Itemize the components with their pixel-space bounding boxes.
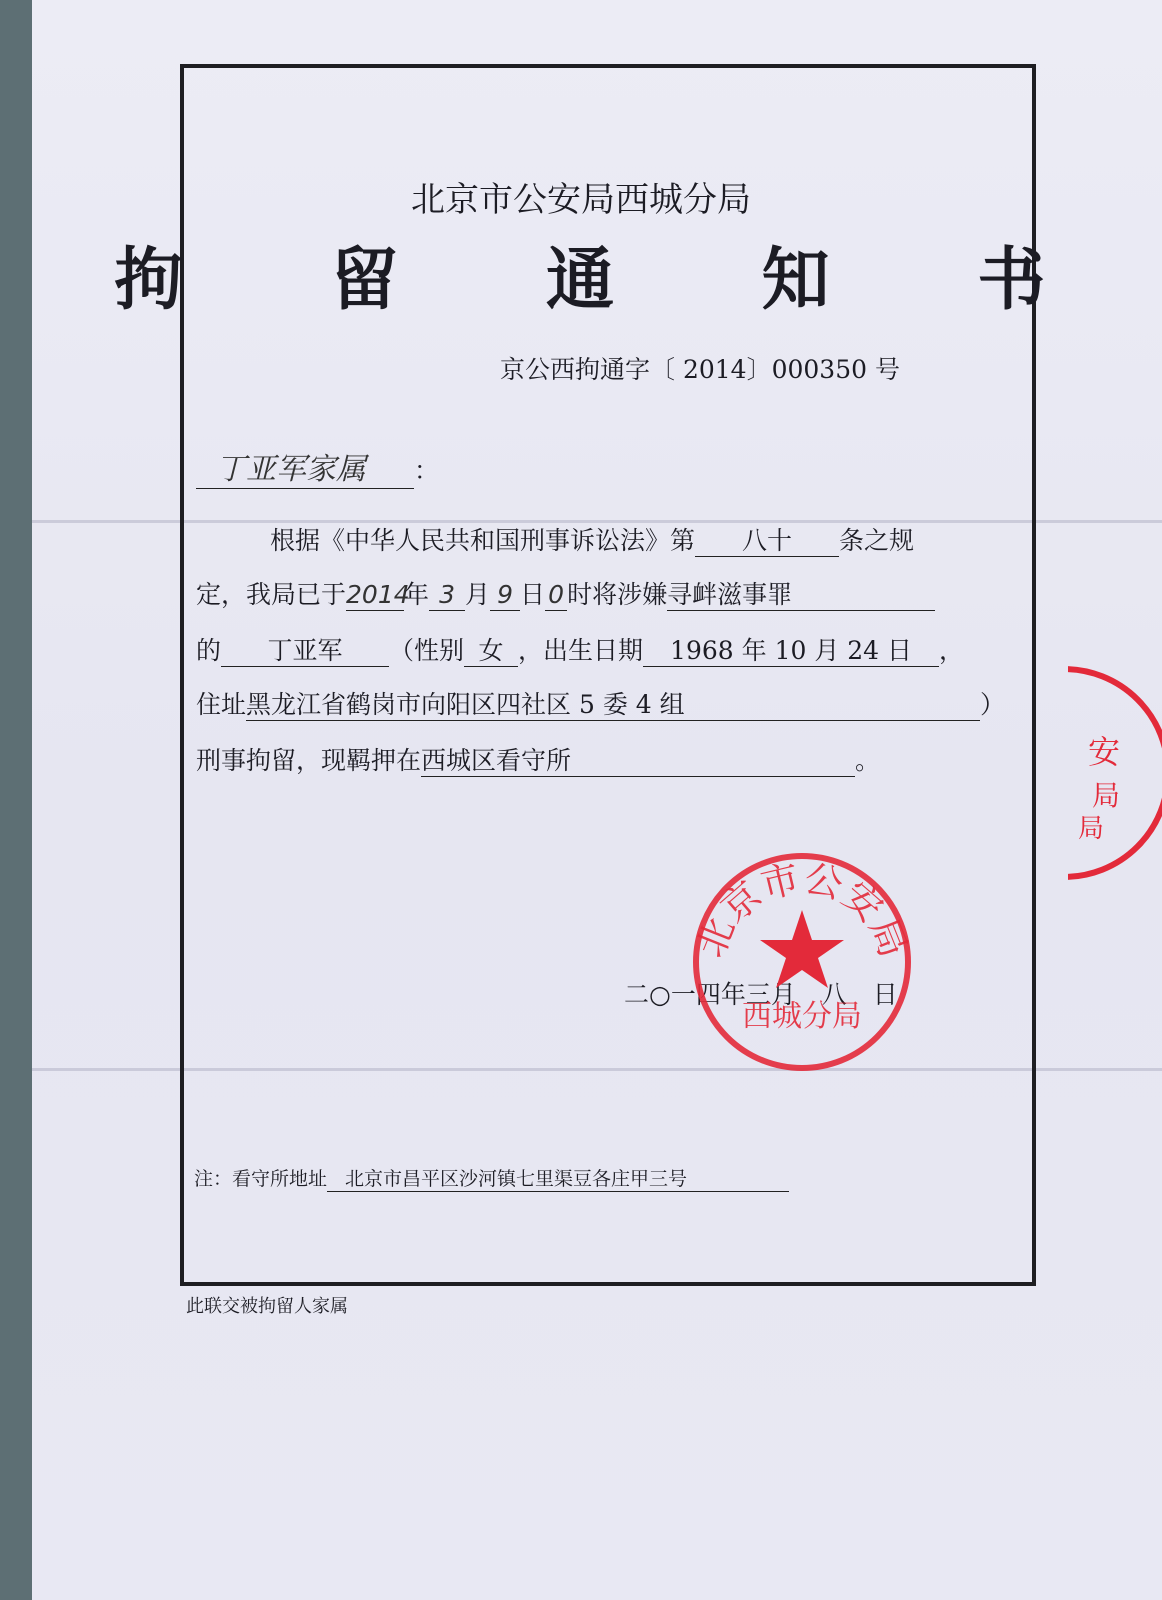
detention-center-address: 北京市昌平区沙河镇七里渠豆各庄甲三号 xyxy=(327,1164,789,1192)
issue-date: 二○一四年三月 八 日 xyxy=(624,980,898,1009)
detainee-address: 黑龙江省鹤岗市向阳区四社区 5 委 4 组 xyxy=(246,690,980,721)
addressee-line xyxy=(196,444,439,489)
custody-lead: 刑事拘留，现羁押在 xyxy=(196,746,422,775)
crime-charge: 寻衅滋事罪 xyxy=(667,580,935,611)
body-line-5 xyxy=(196,746,880,777)
year-handwritten: 2014 xyxy=(346,580,410,609)
partial-seal-char-2: 局 xyxy=(1092,779,1121,812)
copy-recipient-note: 此联交被拘留人家属 xyxy=(186,1296,348,1317)
official-seal xyxy=(688,848,916,1076)
month-unit: 月 xyxy=(465,580,491,609)
detainee-gender: 女 xyxy=(464,636,518,667)
detention-lead: 定，我局已于 xyxy=(196,580,347,609)
note-line xyxy=(194,1164,789,1192)
line-3-tail: ， xyxy=(939,636,965,665)
detention-center: 西城区看守所 xyxy=(421,746,855,777)
year-unit: 年 xyxy=(404,580,430,609)
partial-seal-char-3: 局 xyxy=(1078,814,1105,844)
law-reference: 根据《中华人民共和国刑事诉讼法》第 xyxy=(270,526,696,555)
partial-seal-char-1: 安 xyxy=(1088,733,1121,771)
body-line-4 xyxy=(196,690,1005,721)
note-label: 注：看守所地址 xyxy=(194,1168,328,1190)
addressee-colon: ： xyxy=(414,456,440,485)
dob-label: ，出生日期 xyxy=(518,636,644,665)
address-label: 住址 xyxy=(196,690,247,719)
body-line-2 xyxy=(196,580,935,611)
hour-unit: 时将涉嫌 xyxy=(567,580,668,609)
seal-arc-textpath: 北京市公安局 xyxy=(688,855,916,964)
hour-handwritten: 0 xyxy=(545,580,567,611)
article-tail: 条之规 xyxy=(839,526,915,555)
address-close: ） xyxy=(980,690,1006,719)
partial-seal-right xyxy=(1068,665,1162,885)
body-line-3 xyxy=(196,636,964,667)
article-number: 八十 xyxy=(695,526,839,557)
body-line-1 xyxy=(270,526,914,557)
addressee-name: 丁亚军家属 xyxy=(196,444,414,489)
gender-label: （性别 xyxy=(389,636,465,665)
day-handwritten: 9 xyxy=(490,580,520,611)
person-lead: 的 xyxy=(196,636,222,665)
document-title: 拘 留 通 知 书 xyxy=(114,240,1108,320)
detainee-name: 丁亚军 xyxy=(221,636,389,667)
seal-star-icon xyxy=(760,910,844,988)
day-unit: 日 xyxy=(520,580,546,609)
line-5-tail: 。 xyxy=(855,746,881,775)
seal-bottom-text: 西城分局 xyxy=(742,999,862,1034)
detainee-dob: 1968 年 10 月 24 日 xyxy=(643,636,939,667)
month-handwritten: 3 xyxy=(429,580,465,611)
issuing-agency: 北京市公安局西城分局 xyxy=(411,180,751,220)
document-number: 京公西拘通字〔 2014〕000350 号 xyxy=(500,355,900,384)
